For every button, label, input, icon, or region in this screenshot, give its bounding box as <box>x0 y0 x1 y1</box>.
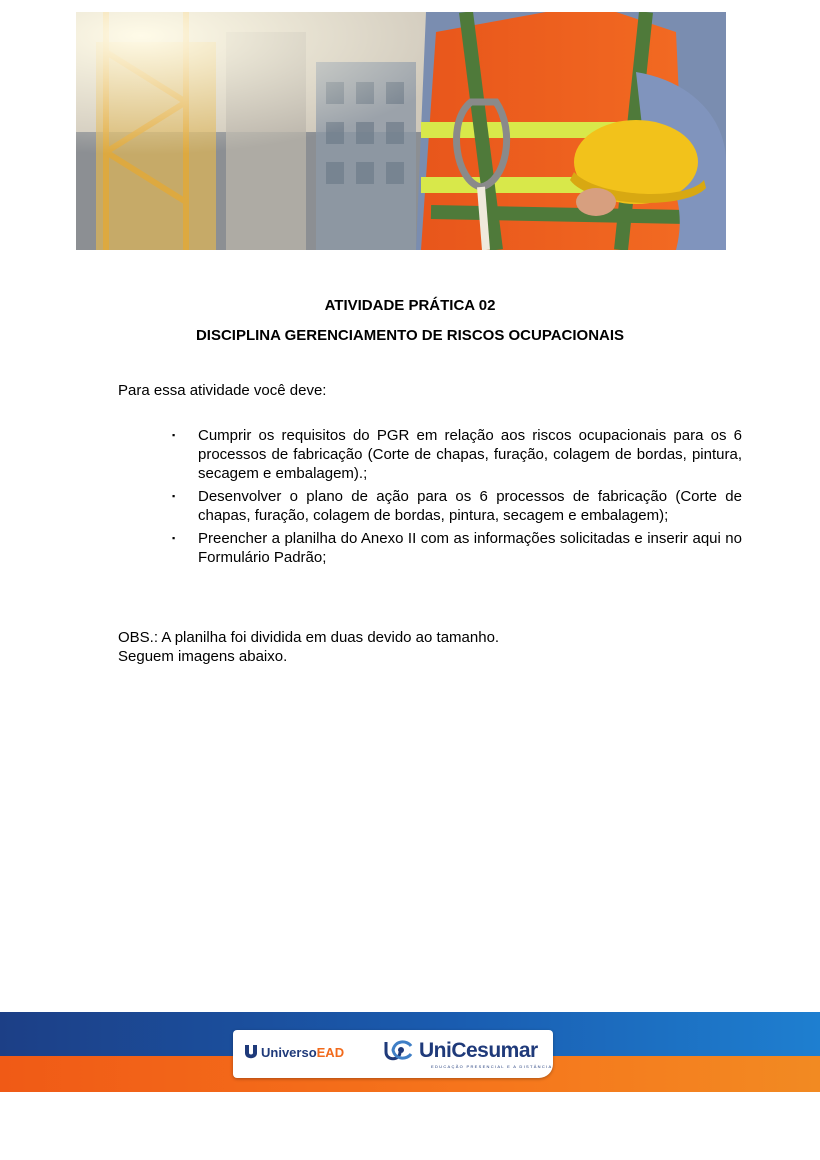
requirement-text: Cumprir os requisitos do PGR em relação aos riscos ocupacionais para os 6 processos de fabricação (Corte de chapas, furação, colagem de bordas, pintura, secagem e embalagem).; <box>198 427 742 482</box>
bullet-icon: ▪ <box>172 491 176 501</box>
unicesumar-tagline: EDUCAÇÃO PRESENCIAL E A DISTÂNCIA <box>431 1064 553 1069</box>
intro-text: Para essa atividade você deve: <box>118 382 327 399</box>
logo-universo-text: Universo <box>261 1045 317 1060</box>
requirement-text: Preencher a planilha do Anexo II com as informações solicitadas e inserir aqui no Formulário Padrão; <box>198 530 742 566</box>
construction-worker-illustration <box>76 12 726 250</box>
bullet-icon: ▪ <box>172 533 176 543</box>
footer-banner <box>0 1012 820 1092</box>
logo-card <box>233 1030 553 1078</box>
universo-ead-logo <box>261 1045 344 1060</box>
unicesumar-logo-icon <box>383 1038 415 1064</box>
document-title: ATIVIDADE PRÁTICA 02 <box>324 297 496 314</box>
list-item <box>172 426 742 483</box>
requirement-text: Desenvolver o plano de ação para os 6 processos de fabricação (Corte de chapas, furação, colagem de bordas, pintura, secagem e embalagem); <box>198 488 742 524</box>
universo-ead-logo-icon <box>243 1044 259 1060</box>
requirements-list <box>172 426 742 571</box>
observation-note <box>118 628 499 666</box>
list-item <box>172 487 742 525</box>
header-photo-worker-safety-gear <box>76 12 726 250</box>
list-item <box>172 529 742 567</box>
unicesumar-logo: UniCesumar <box>419 1039 538 1062</box>
obs-line-2: Seguem imagens abaixo. <box>118 648 288 665</box>
logo-ead-text: EAD <box>316 1045 345 1060</box>
document-subtitle: DISCIPLINA GERENCIAMENTO DE RISCOS OCUPACIONAIS <box>195 327 625 344</box>
obs-line-1: OBS.: A planilha foi dividida em duas devido ao tamanho. <box>118 629 500 646</box>
bullet-icon: ▪ <box>172 430 176 440</box>
